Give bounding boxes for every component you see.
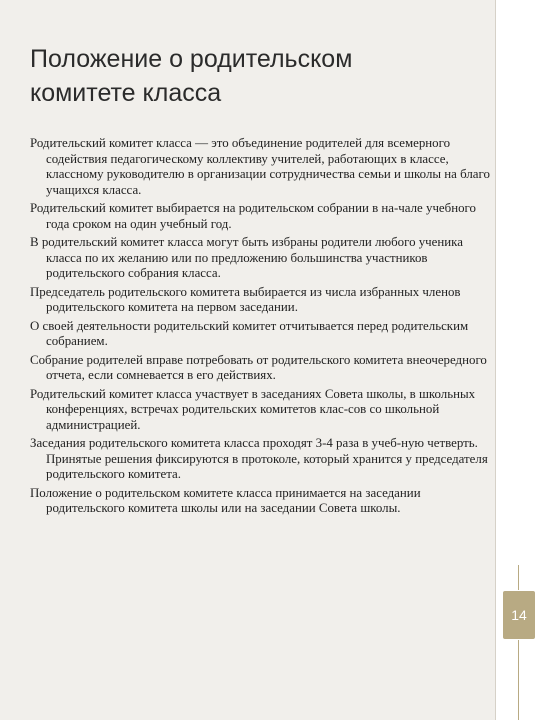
page-badge-stem-bottom (518, 640, 519, 720)
paragraph-adoption: Положение о родительском комитете класса принимается на заседании родительского комитета школы или на заседании Совета школы. (30, 485, 421, 515)
slide-title (30, 42, 490, 110)
paragraph-membership: В родительский комитет класса могут быть избраны родители любого ученика класса по их желанию или по предложению большинства участников родительского собрания класса. (30, 235, 463, 280)
page-number: 14 (511, 607, 527, 623)
paragraph-extra-report: Собрание родителей вправе потребовать от родительского комитета внеочередного отчета, если сомневается в его действиях. (30, 352, 487, 382)
paragraph-reporting: О своей деятельности родительский комитет отчитывается перед родительским собранием. (30, 318, 469, 348)
slide-body (30, 136, 500, 520)
paragraph-participation: Родительский комитет класса участвует в заседаниях Совета школы, в школьных конференциях, встречах родительских комитетов клас-сов со школьной администрацией. (30, 386, 476, 432)
title-line-2: комитете класса (30, 79, 222, 107)
title-line-1: Положение о родительском (30, 45, 353, 73)
page-number-badge (502, 590, 536, 640)
paragraph-meetings: Заседания родительского комитета класса проходят 3-4 раза в учеб-ную четверть. Принятые решения фиксируются в протоколе, который хранится у председателя родительского комитета. (30, 436, 488, 481)
paragraph-election: Родительский комитет выбирается на родительском собрании в на-чале учебного года сроком на один учебный год. (30, 201, 476, 231)
paragraph-chairman: Председатель родительского комитета выбирается из числа избранных членов родительского комитета на первом заседании. (30, 284, 461, 314)
page-badge-stem-top (518, 565, 519, 590)
paragraph-definition: Родительский комитет класса — это объединение родителей для всемерного содействия педагогическому коллективу учителей, работающих в классе, классному руководителю в организации сотрудничества семьи и школы на благо учащихся класса. (30, 136, 490, 197)
